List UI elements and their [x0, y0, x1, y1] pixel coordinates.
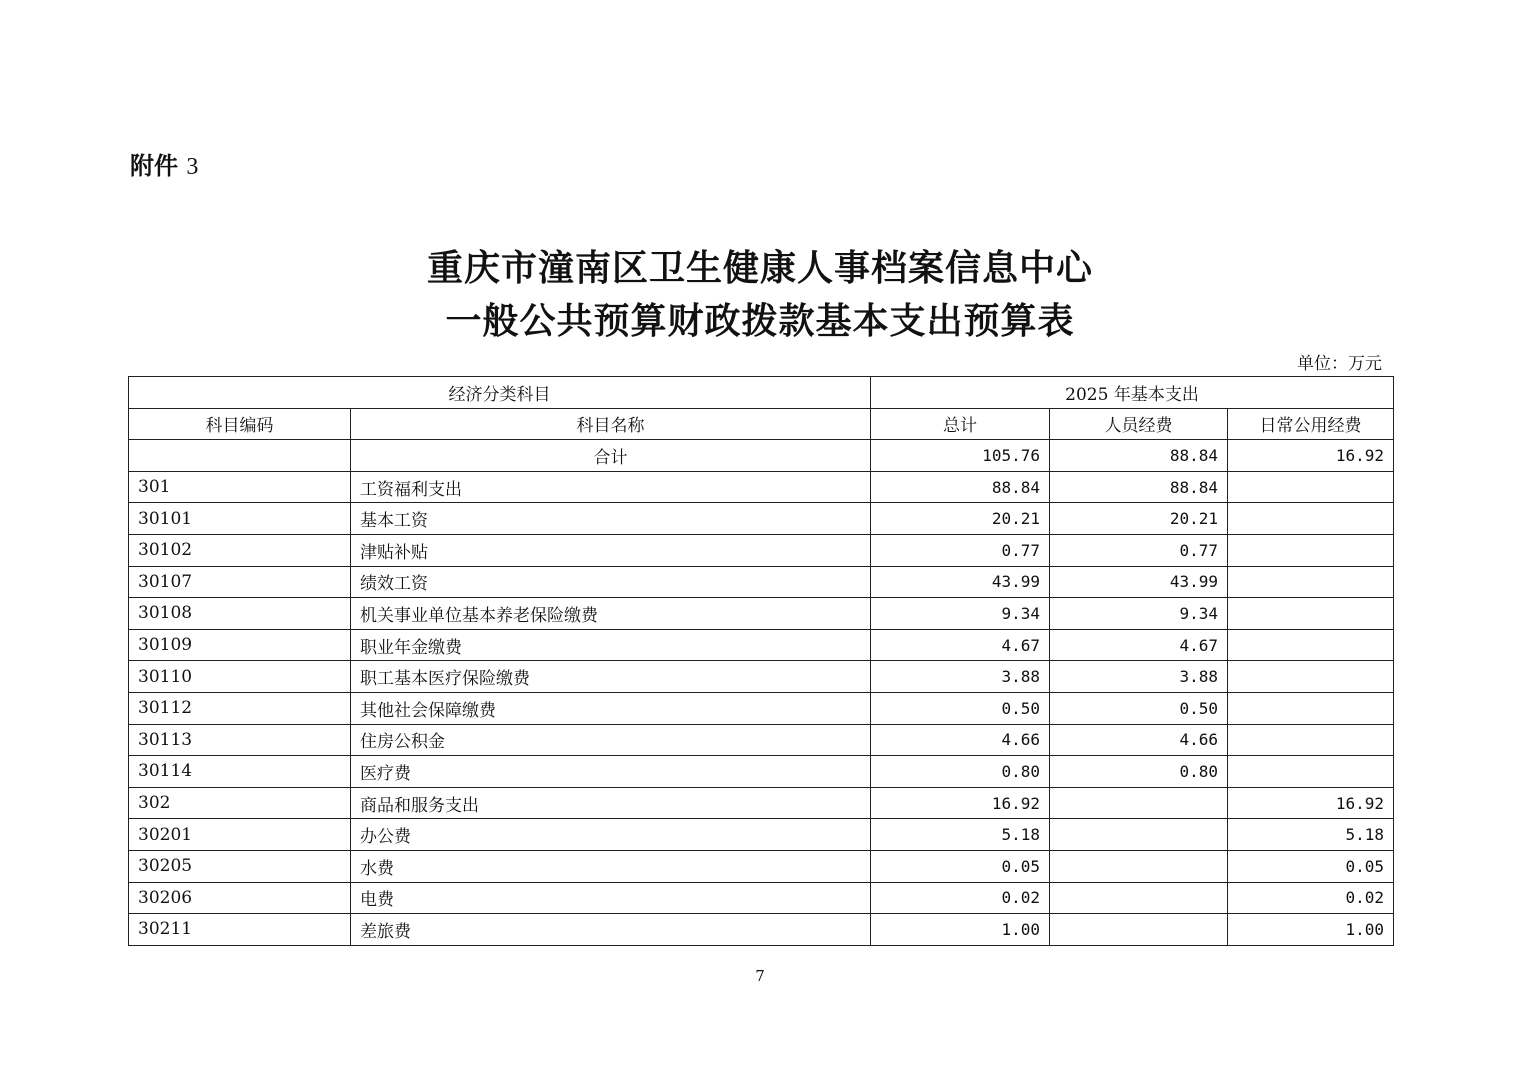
table-row	[129, 661, 1394, 693]
attachment-label	[130, 146, 198, 181]
total-row-code	[129, 440, 351, 472]
table-row	[129, 598, 1394, 630]
budget-table	[128, 376, 1394, 946]
row-public: 5.18	[1228, 819, 1394, 851]
row-name: 差旅费	[351, 914, 871, 946]
column-header-public: 日常公用经费	[1228, 408, 1394, 440]
row-personnel	[1050, 787, 1228, 819]
page-number: 7	[755, 967, 765, 985]
row-total: 43.99	[871, 566, 1050, 598]
row-personnel: 43.99	[1050, 566, 1228, 598]
row-total: 9.34	[871, 598, 1050, 630]
row-total: 3.88	[871, 661, 1050, 693]
row-personnel: 4.66	[1050, 724, 1228, 756]
row-name: 职工基本医疗保险缴费	[351, 661, 871, 693]
row-personnel: 3.88	[1050, 661, 1228, 693]
row-personnel	[1050, 914, 1228, 946]
row-code: 30101	[129, 503, 351, 535]
document-title-line2: 一般公共预算财政拨款基本支出预算表	[445, 300, 1075, 342]
row-total: 4.66	[871, 724, 1050, 756]
row-public	[1228, 598, 1394, 630]
table-row	[129, 850, 1394, 882]
group-header-row	[129, 377, 1394, 409]
row-public	[1228, 503, 1394, 535]
total-row-label: 合计	[351, 440, 871, 472]
row-total: 0.05	[871, 850, 1050, 882]
column-header-row	[129, 408, 1394, 440]
row-name: 职业年金缴费	[351, 629, 871, 661]
row-total: 0.02	[871, 882, 1050, 914]
row-public	[1228, 629, 1394, 661]
table-row	[129, 566, 1394, 598]
table-row	[129, 724, 1394, 756]
row-public: 0.02	[1228, 882, 1394, 914]
row-public	[1228, 692, 1394, 724]
table-row	[129, 787, 1394, 819]
row-name: 机关事业单位基本养老保险缴费	[351, 598, 871, 630]
attachment-number: 3	[186, 154, 199, 180]
header-economic-classification: 经济分类科目	[129, 377, 871, 409]
table-row	[129, 503, 1394, 535]
row-personnel	[1050, 850, 1228, 882]
row-code: 30102	[129, 534, 351, 566]
row-public	[1228, 566, 1394, 598]
table-row	[129, 629, 1394, 661]
row-code: 30109	[129, 629, 351, 661]
column-header-name: 科目名称	[351, 408, 871, 440]
header-2025-basic-expenditure: 2025 年基本支出	[871, 377, 1394, 409]
row-personnel	[1050, 819, 1228, 851]
table-row	[129, 882, 1394, 914]
row-total: 16.92	[871, 787, 1050, 819]
row-personnel: 0.80	[1050, 756, 1228, 788]
row-personnel: 88.84	[1050, 471, 1228, 503]
row-public	[1228, 756, 1394, 788]
row-name: 住房公积金	[351, 724, 871, 756]
row-total: 0.77	[871, 534, 1050, 566]
row-code: 30110	[129, 661, 351, 693]
row-personnel	[1050, 882, 1228, 914]
column-header-code: 科目编码	[129, 408, 351, 440]
row-code: 301	[129, 471, 351, 503]
row-code: 30114	[129, 756, 351, 788]
row-total: 20.21	[871, 503, 1050, 535]
row-public: 1.00	[1228, 914, 1394, 946]
column-header-total: 总计	[871, 408, 1050, 440]
row-code: 30112	[129, 692, 351, 724]
row-name: 医疗费	[351, 756, 871, 788]
row-public	[1228, 471, 1394, 503]
total-row-public: 16.92	[1228, 440, 1394, 472]
row-personnel: 0.50	[1050, 692, 1228, 724]
row-code: 30211	[129, 914, 351, 946]
row-name: 津贴补贴	[351, 534, 871, 566]
total-row-personnel: 88.84	[1050, 440, 1228, 472]
row-total: 88.84	[871, 471, 1050, 503]
row-total: 0.80	[871, 756, 1050, 788]
total-row	[129, 440, 1394, 472]
row-public: 16.92	[1228, 787, 1394, 819]
table-row	[129, 819, 1394, 851]
row-name: 绩效工资	[351, 566, 871, 598]
row-public	[1228, 534, 1394, 566]
row-total: 4.67	[871, 629, 1050, 661]
row-name: 电费	[351, 882, 871, 914]
row-code: 30206	[129, 882, 351, 914]
row-total: 0.50	[871, 692, 1050, 724]
table-row	[129, 692, 1394, 724]
row-code: 30201	[129, 819, 351, 851]
row-personnel: 4.67	[1050, 629, 1228, 661]
row-name: 办公费	[351, 819, 871, 851]
column-header-personnel: 人员经费	[1050, 408, 1228, 440]
row-code: 302	[129, 787, 351, 819]
row-personnel: 0.77	[1050, 534, 1228, 566]
row-public	[1228, 661, 1394, 693]
unit-label: 单位：万元	[1297, 354, 1382, 374]
row-personnel: 20.21	[1050, 503, 1228, 535]
row-name: 其他社会保障缴费	[351, 692, 871, 724]
document-title-line1: 重庆市潼南区卫生健康人事档案信息中心	[426, 247, 1093, 289]
total-row-total: 105.76	[871, 440, 1050, 472]
row-code: 30113	[129, 724, 351, 756]
table-row	[129, 914, 1394, 946]
row-code: 30205	[129, 850, 351, 882]
row-public: 0.05	[1228, 850, 1394, 882]
row-total: 5.18	[871, 819, 1050, 851]
row-code: 30108	[129, 598, 351, 630]
row-total: 1.00	[871, 914, 1050, 946]
row-public	[1228, 724, 1394, 756]
table-row	[129, 534, 1394, 566]
row-personnel: 9.34	[1050, 598, 1228, 630]
attachment-text: 附件	[130, 152, 178, 180]
table-row	[129, 471, 1394, 503]
row-name: 基本工资	[351, 503, 871, 535]
table-row	[129, 756, 1394, 788]
row-name: 商品和服务支出	[351, 787, 871, 819]
row-name: 水费	[351, 850, 871, 882]
row-name: 工资福利支出	[351, 471, 871, 503]
row-code: 30107	[129, 566, 351, 598]
